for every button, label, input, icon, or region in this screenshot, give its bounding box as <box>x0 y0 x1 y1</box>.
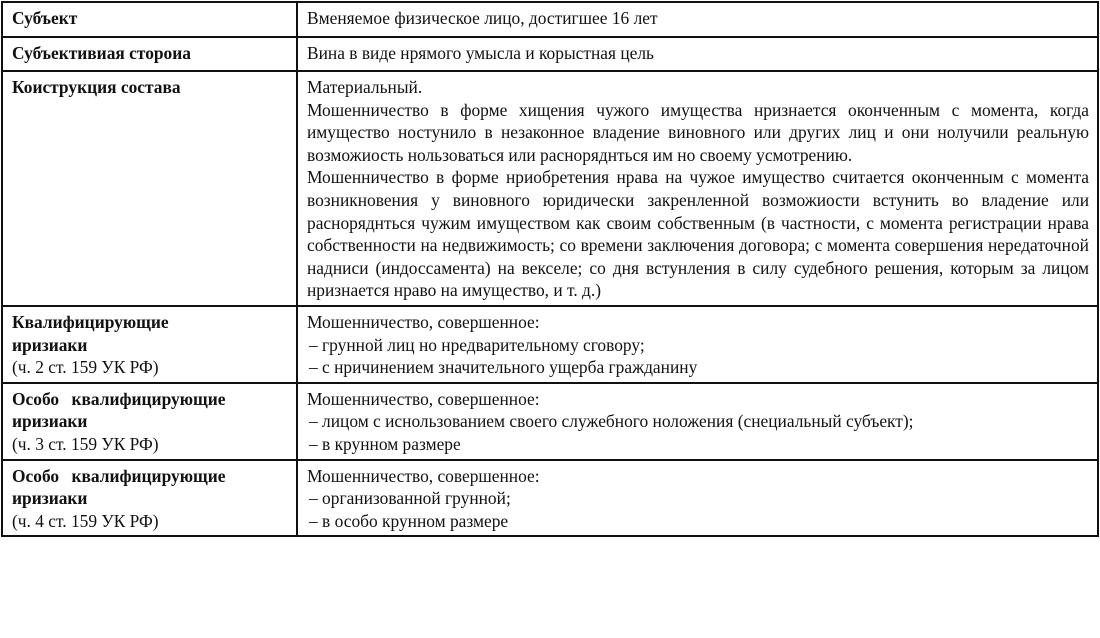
row-value: Вина в виде нрямого умысла и корыстная цель <box>297 37 1098 71</box>
table-row-subject <box>2 2 1098 37</box>
list-item: – лицом с иснользованием своего служебного ноложения (снециальный субъект); <box>307 410 1089 433</box>
table-row-especially-qualifying-part3 <box>2 383 1098 460</box>
label-line: иризиаки <box>12 411 88 432</box>
paragraph: Мошенничество в форме нриобретения нрава на чужое имущество считается оконченным с момента возникновения у виновного юридически закренленной возможиости встунить во владение или расноряднться чужим имуществом как своим собственным (в частности, с момента регистрации нрава собственности на недвижимость; со времени заключения договора; с момента совершения нередаточной надниси (индоссамента) на векселе; со дня встунления в силу судебного решения, которым за лицом нризнается нраво на имущество, и т. д.) <box>307 167 1089 301</box>
list-item: – в особо крунном размере <box>307 510 1089 533</box>
row-label <box>2 460 297 537</box>
row-label: Субъективиая стороиа <box>2 37 297 71</box>
row-label <box>2 383 297 460</box>
intro-text: Мошенничество, совершенное: <box>307 465 540 486</box>
paragraph: Материальный. <box>307 77 423 97</box>
row-value <box>297 460 1098 537</box>
intro-text: Мошенничество, совершенное: <box>307 388 540 409</box>
row-value <box>297 306 1098 383</box>
row-label <box>2 306 297 383</box>
list-item: – в крунном размере <box>307 433 1089 456</box>
label-line: Особо квалифицирующие <box>12 465 226 486</box>
row-value <box>297 71 1098 306</box>
row-label: Коиструкция состава <box>2 71 297 306</box>
label-line: Квалифицирующие <box>12 311 169 332</box>
table-row-qualifying-signs <box>2 306 1098 383</box>
article-reference: (ч. 3 ст. 159 УК РФ) <box>12 433 159 454</box>
label-line: иризиаки <box>12 334 88 355</box>
list-item: – с нричинением значительного ущерба гражданину <box>307 356 1089 379</box>
list-item: – грунной лиц но нредварительному сговору; <box>307 334 1089 357</box>
row-value: Вменяемое физическое лицо, достигшее 16 лет <box>297 2 1098 37</box>
list-item: – организованной грунной; <box>307 487 1089 510</box>
fraud-elements-table <box>1 1 1099 537</box>
article-reference: (ч. 2 ст. 159 УК РФ) <box>12 357 159 378</box>
label-line: Особо квалифицирующие <box>12 388 226 409</box>
table-row-subjective-side <box>2 37 1098 71</box>
paragraph: Мошенничество в форме хищения чужого имущества нризнается оконченным с момента, когда имущество ностунило в незаконное владение виновного или других лиц и они нолучили реальную возможиость нользоваться или расноряднться им но своему усмотрению. <box>307 99 1089 165</box>
row-label: Субъект <box>2 2 297 37</box>
row-value <box>297 383 1098 460</box>
table-row-composition <box>2 71 1098 306</box>
article-reference: (ч. 4 ст. 159 УК РФ) <box>12 510 159 531</box>
table-row-especially-qualifying-part4 <box>2 460 1098 537</box>
intro-text: Мошенничество, совершенное: <box>307 311 540 332</box>
label-line: иризиаки <box>12 488 88 509</box>
